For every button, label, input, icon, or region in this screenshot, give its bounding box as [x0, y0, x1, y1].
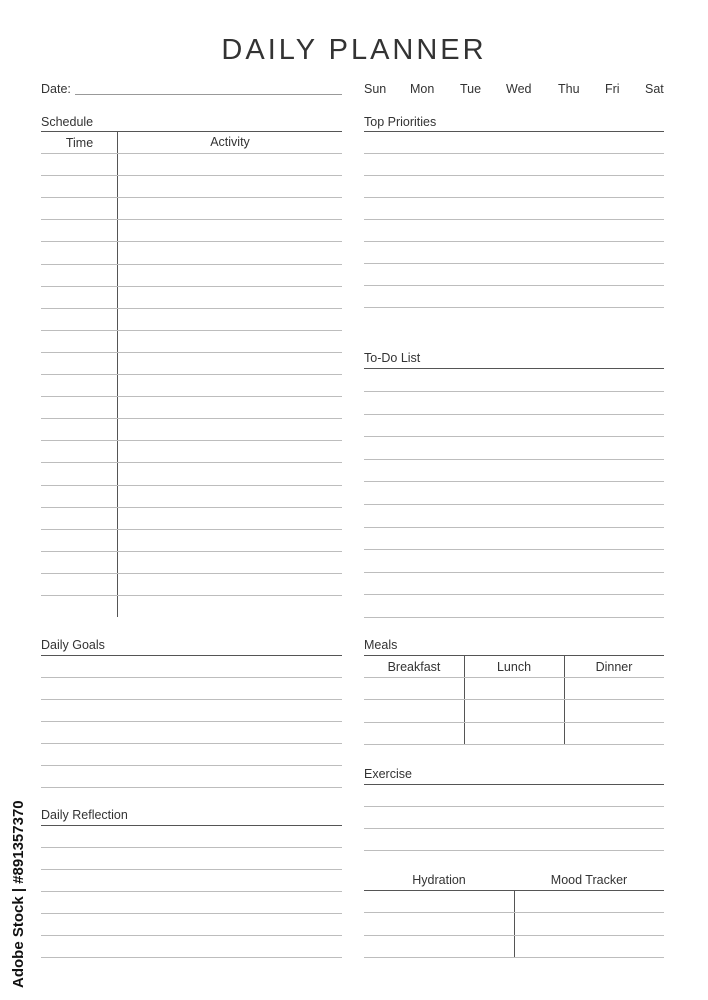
schedule-row-line[interactable] [41, 551, 342, 552]
goal-line[interactable] [41, 721, 342, 722]
todo-line[interactable] [364, 414, 664, 415]
todo-line[interactable] [364, 481, 664, 482]
reflection-line[interactable] [41, 913, 342, 914]
schedule-row-line[interactable] [41, 264, 342, 265]
todo-line[interactable] [364, 617, 664, 618]
todo-header-rule [364, 368, 664, 369]
reflection-line[interactable] [41, 891, 342, 892]
meals-lunch-header: Lunch [496, 660, 532, 674]
priority-line[interactable] [364, 285, 664, 286]
schedule-row-line[interactable] [41, 440, 342, 441]
schedule-activity-header: Activity [210, 135, 250, 149]
todo-line[interactable] [364, 436, 664, 437]
daily-reflection-header-rule [41, 825, 342, 826]
meals-header-rule [364, 655, 664, 656]
todo-line[interactable] [364, 594, 664, 595]
schedule-row-line[interactable] [41, 418, 342, 419]
daily-goals-title: Daily Goals [41, 638, 105, 652]
day-sat[interactable]: Sat [645, 82, 664, 96]
reflection-line[interactable] [41, 869, 342, 870]
day-mon[interactable]: Mon [410, 82, 435, 96]
priority-line[interactable] [364, 153, 664, 154]
mood-tracker-title: Mood Tracker [550, 873, 628, 887]
schedule-row-line[interactable] [41, 396, 342, 397]
priority-line[interactable] [364, 307, 664, 308]
meals-dinner-header: Dinner [595, 660, 633, 674]
reflection-line[interactable] [41, 935, 342, 936]
schedule-row-line[interactable] [41, 374, 342, 375]
top-priorities-header-rule [364, 131, 664, 132]
schedule-header-rule [41, 131, 342, 132]
todo-line[interactable] [364, 504, 664, 505]
schedule-row-line[interactable] [41, 219, 342, 220]
meal-row-line[interactable] [364, 744, 664, 745]
day-sun[interactable]: Sun [364, 82, 387, 96]
schedule-title: Schedule [41, 115, 94, 129]
goal-line[interactable] [41, 765, 342, 766]
date-label: Date: [41, 82, 71, 96]
exercise-title: Exercise [364, 767, 412, 781]
todo-line[interactable] [364, 549, 664, 550]
todo-line[interactable] [364, 572, 664, 573]
priority-line[interactable] [364, 175, 664, 176]
meals-title: Meals [364, 638, 398, 652]
priority-line[interactable] [364, 263, 664, 264]
schedule-row-line[interactable] [41, 485, 342, 486]
schedule-row-line[interactable] [41, 175, 342, 176]
day-thu[interactable]: Thu [558, 82, 580, 96]
goal-line[interactable] [41, 787, 342, 788]
day-fri[interactable]: Fri [605, 82, 620, 96]
reflection-line[interactable] [41, 957, 342, 958]
priority-line[interactable] [364, 197, 664, 198]
schedule-time-header: Time [65, 136, 94, 150]
goal-line[interactable] [41, 743, 342, 744]
priority-line[interactable] [364, 219, 664, 220]
meals-breakfast-header: Breakfast [387, 660, 441, 674]
hydration-mood-line[interactable] [364, 912, 664, 913]
meal-row-line[interactable] [364, 677, 664, 678]
goal-line[interactable] [41, 699, 342, 700]
day-tue[interactable]: Tue [460, 82, 482, 96]
schedule-row-line[interactable] [41, 330, 342, 331]
schedule-row-line[interactable] [41, 153, 342, 154]
page-title: DAILY PLANNER [221, 34, 487, 66]
schedule-row-line[interactable] [41, 286, 342, 287]
todo-title: To-Do List [364, 351, 421, 365]
todo-line[interactable] [364, 391, 664, 392]
hydration-mood-line[interactable] [364, 957, 664, 958]
schedule-row-line[interactable] [41, 595, 342, 596]
stock-watermark: Adobe Stock | #891357370 [10, 800, 27, 988]
todo-line[interactable] [364, 527, 664, 528]
top-priorities-title: Top Priorities [364, 115, 437, 129]
hydration-mood-line[interactable] [364, 935, 664, 936]
schedule-row-line[interactable] [41, 197, 342, 198]
schedule-row-line[interactable] [41, 573, 342, 574]
exercise-line[interactable] [364, 850, 664, 851]
daily-reflection-title: Daily Reflection [41, 808, 128, 822]
hydration-title: Hydration [412, 873, 466, 887]
schedule-row-line[interactable] [41, 352, 342, 353]
priority-line[interactable] [364, 241, 664, 242]
exercise-header-rule [364, 784, 664, 785]
date-field-line[interactable] [75, 94, 342, 95]
goal-line[interactable] [41, 677, 342, 678]
todo-line[interactable] [364, 459, 664, 460]
schedule-row-line[interactable] [41, 462, 342, 463]
schedule-row-line[interactable] [41, 507, 342, 508]
daily-goals-header-rule [41, 655, 342, 656]
exercise-line[interactable] [364, 806, 664, 807]
schedule-row-line[interactable] [41, 529, 342, 530]
day-wed[interactable]: Wed [506, 82, 532, 96]
schedule-row-line[interactable] [41, 241, 342, 242]
hydration-mood-divider [514, 890, 515, 957]
reflection-line[interactable] [41, 847, 342, 848]
meal-row-line[interactable] [364, 699, 664, 700]
schedule-row-line[interactable] [41, 308, 342, 309]
meal-row-line[interactable] [364, 722, 664, 723]
exercise-line[interactable] [364, 828, 664, 829]
